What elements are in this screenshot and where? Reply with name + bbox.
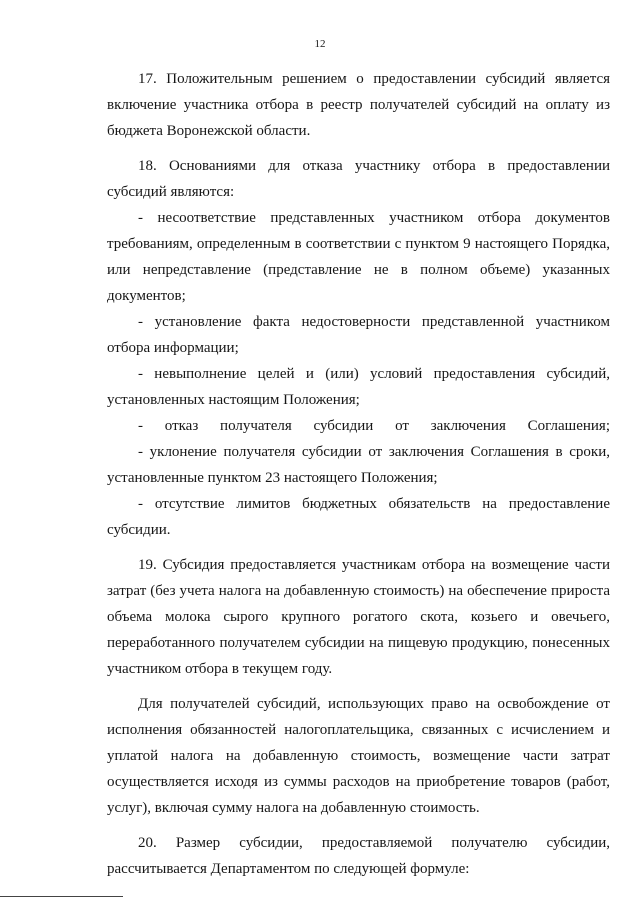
list-item-nonconformity: - несоответствие представленных участником отбора документов требованиям, определенным в соответствии с пунктом 9 настоящего Порядка, или непредставление (представление не в полном объеме) указанных документов; [107, 210, 610, 304]
paragraph-17: 17. Положительным решением о предоставлении субсидий является включение участника отбора в реестр получателей субсидий на оплату из бюджета Воронежской области. [107, 71, 610, 139]
list-item-unfulfilled-goals: - невыполнение целей и (или) условий предоставления субсидий, установленных настоящим Положения; [107, 366, 610, 408]
list-item-false-information: - установление факта недостоверности представленной участником отбора информации; [107, 314, 610, 356]
paragraph-18: 18. Основаниями для отказа участнику отбора в предоставлении субсидий являются: [107, 158, 610, 200]
document-body [107, 66, 610, 882]
footer-divider [0, 896, 123, 897]
paragraph-19: 19. Субсидия предоставляется участникам отбора на возмещение части затрат (без учета налога на добавленную стоимость) на обеспечение прироста объема молока сырого крупного рогатого скота, козьего и овечьего, переработанного получателем субсидии на пищевую продукцию, понесенных участником отбора в текущем году. [107, 557, 610, 677]
list-item-refusal-agreement: - отказ получателя субсидии от заключения Соглашения; [138, 418, 610, 434]
page-number: 12 [314, 38, 326, 50]
list-item-evasion-agreement: - уклонение получателя субсидии от заключения Соглашения в сроки, установленные пунктом 23 настоящего Положения; [107, 444, 610, 486]
list-item-no-budget-limits: - отсутствие лимитов бюджетных обязательств на предоставление субсидии. [107, 496, 610, 538]
paragraph-20: 20. Размер субсидии, предоставляемой получателю субсидии, рассчитывается Департаментом по следующей формуле: [107, 835, 610, 877]
paragraph-vat-exemption: Для получателей субсидий, использующих право на освобождение от исполнения обязанностей налогоплательщика, связанных с исчислением и уплатой налога на добавленную стоимость, возмещение части затрат осуществляется исходя из суммы расходов на приобретение товаров (работ, услуг), включая сумму налога на добавленную стоимость. [107, 696, 610, 816]
